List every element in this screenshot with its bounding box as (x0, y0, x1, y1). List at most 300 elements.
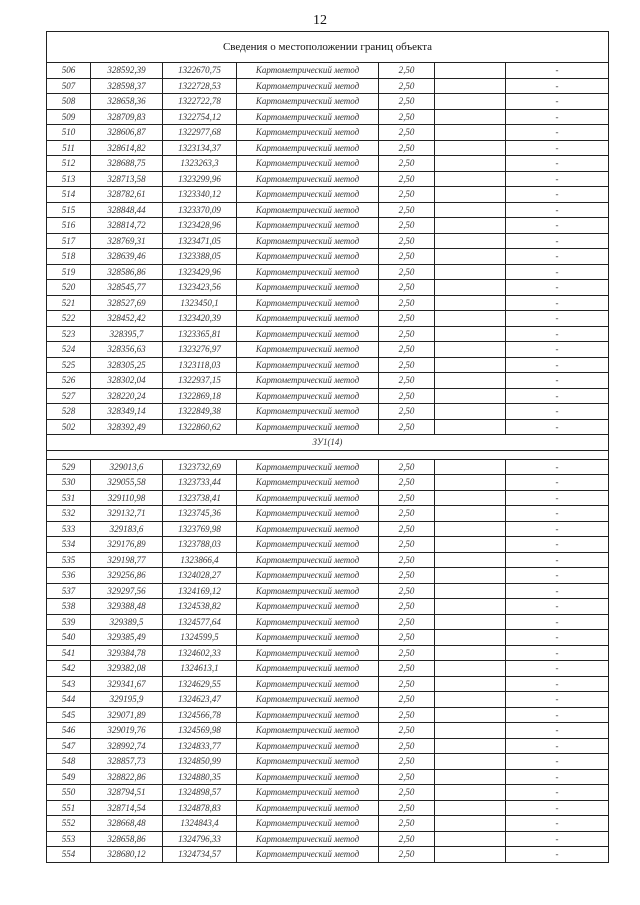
coord-y-cell: 1324613,1 (163, 661, 237, 677)
coord-x-cell: 328857,73 (91, 754, 163, 770)
table-body (47, 32, 609, 863)
note-cell: - (506, 599, 609, 615)
table-row (47, 583, 609, 599)
table-row (47, 218, 609, 234)
extra-cell (435, 537, 506, 553)
coord-x-cell: 328614,82 (91, 140, 163, 156)
extra-cell (435, 311, 506, 327)
extra-cell (435, 754, 506, 770)
coord-x-cell: 328680,12 (91, 847, 163, 863)
note-cell: - (506, 187, 609, 203)
coord-x-cell: 328709,83 (91, 109, 163, 125)
coord-y-cell: 1324538,82 (163, 599, 237, 615)
coord-x-cell: 329110,98 (91, 490, 163, 506)
method-cell: Картометрический метод (237, 78, 379, 94)
table-row (47, 661, 609, 677)
point-number-cell: 516 (47, 218, 91, 234)
table-row (47, 357, 609, 373)
note-cell: - (506, 552, 609, 568)
note-cell: - (506, 109, 609, 125)
extra-cell (435, 125, 506, 141)
note-cell: - (506, 831, 609, 847)
extra-cell (435, 723, 506, 739)
method-cell: Картометрический метод (237, 404, 379, 420)
method-cell: Картометрический метод (237, 754, 379, 770)
table-row (47, 295, 609, 311)
method-cell: Картометрический метод (237, 295, 379, 311)
extra-cell (435, 94, 506, 110)
table-row (47, 202, 609, 218)
note-cell: - (506, 125, 609, 141)
method-cell: Картометрический метод (237, 490, 379, 506)
table-row (47, 419, 609, 435)
method-cell: Картометрический метод (237, 738, 379, 754)
coord-y-cell: 1324833,77 (163, 738, 237, 754)
extra-cell (435, 156, 506, 172)
coord-y-cell: 1323733,44 (163, 475, 237, 491)
point-number-cell: 514 (47, 187, 91, 203)
note-cell: - (506, 326, 609, 342)
point-number-cell: 524 (47, 342, 91, 358)
point-number-cell: 506 (47, 63, 91, 79)
note-cell: - (506, 800, 609, 816)
point-number-cell: 508 (47, 94, 91, 110)
coord-y-cell: 1323429,96 (163, 264, 237, 280)
extra-cell (435, 599, 506, 615)
table-row (47, 831, 609, 847)
point-number-cell: 547 (47, 738, 91, 754)
precision-cell: 2,50 (379, 404, 435, 420)
precision-cell: 2,50 (379, 676, 435, 692)
method-cell: Картометрический метод (237, 202, 379, 218)
coord-x-cell: 328794,51 (91, 785, 163, 801)
extra-cell (435, 614, 506, 630)
coord-y-cell: 1324850,99 (163, 754, 237, 770)
note-cell: - (506, 723, 609, 739)
table-row (47, 459, 609, 475)
note-cell: - (506, 568, 609, 584)
table-row (47, 645, 609, 661)
coord-x-cell: 328658,86 (91, 831, 163, 847)
coord-y-cell: 1324734,57 (163, 847, 237, 863)
note-cell: - (506, 419, 609, 435)
note-cell: - (506, 692, 609, 708)
note-cell: - (506, 156, 609, 172)
coord-y-cell: 1322869,18 (163, 388, 237, 404)
extra-cell (435, 140, 506, 156)
coord-x-cell: 328668,48 (91, 816, 163, 832)
precision-cell: 2,50 (379, 769, 435, 785)
note-cell: - (506, 630, 609, 646)
precision-cell: 2,50 (379, 661, 435, 677)
note-cell: - (506, 785, 609, 801)
extra-cell (435, 280, 506, 296)
point-number-cell: 542 (47, 661, 91, 677)
precision-cell: 2,50 (379, 388, 435, 404)
precision-cell: 2,50 (379, 785, 435, 801)
table-row (47, 311, 609, 327)
extra-cell (435, 785, 506, 801)
precision-cell: 2,50 (379, 645, 435, 661)
method-cell: Картометрический метод (237, 521, 379, 537)
method-cell: Картометрический метод (237, 847, 379, 863)
coord-x-cell: 329183,6 (91, 521, 163, 537)
coord-y-cell: 1322937,15 (163, 373, 237, 389)
coord-x-cell: 328592,39 (91, 63, 163, 79)
method-cell: Картометрический метод (237, 785, 379, 801)
extra-cell (435, 800, 506, 816)
note-cell: - (506, 738, 609, 754)
extra-cell (435, 404, 506, 420)
coord-y-cell: 1323866,4 (163, 552, 237, 568)
precision-cell: 2,50 (379, 202, 435, 218)
coord-y-cell: 1323340,12 (163, 187, 237, 203)
table-row (47, 125, 609, 141)
point-number-cell: 540 (47, 630, 91, 646)
method-cell: Картометрический метод (237, 568, 379, 584)
coord-x-cell: 328452,42 (91, 311, 163, 327)
extra-cell (435, 218, 506, 234)
coord-x-cell: 329198,77 (91, 552, 163, 568)
point-number-cell: 552 (47, 816, 91, 832)
coord-x-cell: 328349,14 (91, 404, 163, 420)
precision-cell: 2,50 (379, 311, 435, 327)
point-number-cell: 543 (47, 676, 91, 692)
section-header-row (47, 435, 609, 451)
point-number-cell: 533 (47, 521, 91, 537)
note-cell: - (506, 645, 609, 661)
coord-y-cell: 1323732,69 (163, 459, 237, 475)
coord-y-cell: 1323450,1 (163, 295, 237, 311)
coord-y-cell: 1324796,33 (163, 831, 237, 847)
coord-y-cell: 1324843,4 (163, 816, 237, 832)
precision-cell: 2,50 (379, 738, 435, 754)
coord-x-cell: 328356,63 (91, 342, 163, 358)
point-number-cell: 502 (47, 419, 91, 435)
precision-cell: 2,50 (379, 630, 435, 646)
method-cell: Картометрический метод (237, 537, 379, 553)
table-row (47, 63, 609, 79)
coord-y-cell: 1322860,62 (163, 419, 237, 435)
extra-cell (435, 187, 506, 203)
method-cell: Картометрический метод (237, 552, 379, 568)
precision-cell: 2,50 (379, 847, 435, 863)
note-cell: - (506, 94, 609, 110)
precision-cell: 2,50 (379, 295, 435, 311)
coord-x-cell: 329297,56 (91, 583, 163, 599)
point-number-cell: 523 (47, 326, 91, 342)
note-cell: - (506, 171, 609, 187)
table-row (47, 521, 609, 537)
coord-y-cell: 1323471,05 (163, 233, 237, 249)
table-row (47, 233, 609, 249)
note-cell: - (506, 342, 609, 358)
note-cell: - (506, 459, 609, 475)
note-cell: - (506, 311, 609, 327)
coord-x-cell: 328598,37 (91, 78, 163, 94)
extra-cell (435, 357, 506, 373)
point-number-cell: 549 (47, 769, 91, 785)
point-number-cell: 553 (47, 831, 91, 847)
method-cell: Картометрический метод (237, 661, 379, 677)
coord-x-cell: 328606,87 (91, 125, 163, 141)
coord-x-cell: 329384,78 (91, 645, 163, 661)
precision-cell: 2,50 (379, 218, 435, 234)
precision-cell: 2,50 (379, 831, 435, 847)
coord-x-cell: 328586,86 (91, 264, 163, 280)
precision-cell: 2,50 (379, 78, 435, 94)
point-number-cell: 545 (47, 707, 91, 723)
point-number-cell: 551 (47, 800, 91, 816)
table-row (47, 187, 609, 203)
table-row (47, 109, 609, 125)
table-row (47, 537, 609, 553)
point-number-cell: 550 (47, 785, 91, 801)
precision-cell: 2,50 (379, 342, 435, 358)
coord-x-cell: 329388,48 (91, 599, 163, 615)
method-cell: Картометрический метод (237, 280, 379, 296)
method-cell: Картометрический метод (237, 156, 379, 172)
note-cell: - (506, 537, 609, 553)
extra-cell (435, 419, 506, 435)
coord-x-cell: 329176,89 (91, 537, 163, 553)
table-row (47, 769, 609, 785)
table-row (47, 342, 609, 358)
method-cell: Картометрический метод (237, 630, 379, 646)
note-cell: - (506, 373, 609, 389)
method-cell: Картометрический метод (237, 816, 379, 832)
method-cell: Картометрический метод (237, 599, 379, 615)
table-row (47, 568, 609, 584)
coord-y-cell: 1322728,53 (163, 78, 237, 94)
note-cell: - (506, 816, 609, 832)
coord-y-cell: 1324629,55 (163, 676, 237, 692)
method-cell: Картометрический метод (237, 140, 379, 156)
precision-cell: 2,50 (379, 326, 435, 342)
extra-cell (435, 769, 506, 785)
coord-y-cell: 1324878,83 (163, 800, 237, 816)
coord-x-cell: 328992,74 (91, 738, 163, 754)
table-row (47, 738, 609, 754)
coord-y-cell: 1322849,38 (163, 404, 237, 420)
extra-cell (435, 707, 506, 723)
table-title: Сведения о местоположении границ объекта (47, 32, 609, 63)
table-row (47, 404, 609, 420)
section-label: ЗУ1(14) (47, 435, 609, 451)
coord-x-cell: 328714,54 (91, 800, 163, 816)
table-row (47, 373, 609, 389)
note-cell: - (506, 676, 609, 692)
point-number-cell: 517 (47, 233, 91, 249)
coord-y-cell: 1324880,35 (163, 769, 237, 785)
point-number-cell: 518 (47, 249, 91, 265)
point-number-cell: 525 (47, 357, 91, 373)
coord-y-cell: 1324602,33 (163, 645, 237, 661)
table-row (47, 800, 609, 816)
coord-x-cell: 328305,25 (91, 357, 163, 373)
extra-cell (435, 78, 506, 94)
extra-cell (435, 342, 506, 358)
point-number-cell: 509 (47, 109, 91, 125)
extra-cell (435, 676, 506, 692)
extra-cell (435, 490, 506, 506)
point-number-cell: 519 (47, 264, 91, 280)
table-row (47, 707, 609, 723)
note-cell: - (506, 583, 609, 599)
precision-cell: 2,50 (379, 156, 435, 172)
coord-y-cell: 1323738,41 (163, 490, 237, 506)
table-row (47, 599, 609, 615)
precision-cell: 2,50 (379, 754, 435, 770)
note-cell: - (506, 233, 609, 249)
coord-y-cell: 1323788,03 (163, 537, 237, 553)
method-cell: Картометрический метод (237, 831, 379, 847)
extra-cell (435, 202, 506, 218)
table-row (47, 78, 609, 94)
coord-x-cell: 328545,77 (91, 280, 163, 296)
precision-cell: 2,50 (379, 521, 435, 537)
precision-cell: 2,50 (379, 280, 435, 296)
method-cell: Картометрический метод (237, 800, 379, 816)
method-cell: Картометрический метод (237, 342, 379, 358)
coord-y-cell: 1323428,96 (163, 218, 237, 234)
coord-x-cell: 329385,49 (91, 630, 163, 646)
precision-cell: 2,50 (379, 599, 435, 615)
table-row (47, 280, 609, 296)
note-cell: - (506, 218, 609, 234)
precision-cell: 2,50 (379, 249, 435, 265)
coord-x-cell: 329341,67 (91, 676, 163, 692)
method-cell: Картометрический метод (237, 388, 379, 404)
precision-cell: 2,50 (379, 109, 435, 125)
note-cell: - (506, 521, 609, 537)
extra-cell (435, 521, 506, 537)
coord-x-cell: 328392,49 (91, 419, 163, 435)
point-number-cell: 546 (47, 723, 91, 739)
coord-y-cell: 1324566,78 (163, 707, 237, 723)
method-cell: Картометрический метод (237, 676, 379, 692)
point-number-cell: 528 (47, 404, 91, 420)
precision-cell: 2,50 (379, 692, 435, 708)
table-row (47, 630, 609, 646)
method-cell: Картометрический метод (237, 373, 379, 389)
table-row (47, 490, 609, 506)
coord-y-cell: 1323370,09 (163, 202, 237, 218)
extra-cell (435, 475, 506, 491)
note-cell: - (506, 475, 609, 491)
table-row (47, 723, 609, 739)
coord-y-cell: 1324577,64 (163, 614, 237, 630)
coord-x-cell: 329389,5 (91, 614, 163, 630)
extra-cell (435, 630, 506, 646)
table-row (47, 552, 609, 568)
method-cell: Картометрический метод (237, 109, 379, 125)
note-cell: - (506, 202, 609, 218)
table-row (47, 506, 609, 522)
coord-x-cell: 328769,31 (91, 233, 163, 249)
coord-y-cell: 1323276,97 (163, 342, 237, 358)
coord-y-cell: 1323423,56 (163, 280, 237, 296)
coord-y-cell: 1323299,96 (163, 171, 237, 187)
method-cell: Картометрический метод (237, 218, 379, 234)
precision-cell: 2,50 (379, 614, 435, 630)
note-cell: - (506, 661, 609, 677)
extra-cell (435, 388, 506, 404)
extra-cell (435, 109, 506, 125)
coord-x-cell: 329195,9 (91, 692, 163, 708)
precision-cell: 2,50 (379, 140, 435, 156)
coord-y-cell: 1323420,39 (163, 311, 237, 327)
coord-x-cell: 328782,61 (91, 187, 163, 203)
point-number-cell: 536 (47, 568, 91, 584)
point-number-cell: 512 (47, 156, 91, 172)
point-number-cell: 535 (47, 552, 91, 568)
point-number-cell: 541 (47, 645, 91, 661)
point-number-cell: 527 (47, 388, 91, 404)
method-cell: Картометрический метод (237, 357, 379, 373)
method-cell: Картометрический метод (237, 125, 379, 141)
blank-row (47, 450, 609, 459)
coord-x-cell: 328527,69 (91, 295, 163, 311)
method-cell: Картометрический метод (237, 645, 379, 661)
extra-cell (435, 583, 506, 599)
note-cell: - (506, 63, 609, 79)
precision-cell: 2,50 (379, 233, 435, 249)
coord-y-cell: 1323769,98 (163, 521, 237, 537)
precision-cell: 2,50 (379, 707, 435, 723)
table-row (47, 171, 609, 187)
coord-y-cell: 1322722,78 (163, 94, 237, 110)
method-cell: Картометрический метод (237, 63, 379, 79)
coord-x-cell: 328395,7 (91, 326, 163, 342)
method-cell: Картометрический метод (237, 264, 379, 280)
extra-cell (435, 645, 506, 661)
method-cell: Картометрический метод (237, 723, 379, 739)
coord-x-cell: 329132,71 (91, 506, 163, 522)
precision-cell: 2,50 (379, 63, 435, 79)
point-number-cell: 544 (47, 692, 91, 708)
note-cell: - (506, 295, 609, 311)
note-cell: - (506, 769, 609, 785)
table-row (47, 388, 609, 404)
method-cell: Картометрический метод (237, 233, 379, 249)
method-cell: Картометрический метод (237, 419, 379, 435)
point-number-cell: 537 (47, 583, 91, 599)
coord-y-cell: 1324599,5 (163, 630, 237, 646)
precision-cell: 2,50 (379, 552, 435, 568)
table-row (47, 94, 609, 110)
table-row (47, 140, 609, 156)
note-cell: - (506, 614, 609, 630)
note-cell: - (506, 264, 609, 280)
extra-cell (435, 738, 506, 754)
note-cell: - (506, 388, 609, 404)
precision-cell: 2,50 (379, 171, 435, 187)
extra-cell (435, 552, 506, 568)
coord-y-cell: 1322754,12 (163, 109, 237, 125)
note-cell: - (506, 707, 609, 723)
precision-cell: 2,50 (379, 723, 435, 739)
method-cell: Картометрический метод (237, 187, 379, 203)
coord-y-cell: 1323118,03 (163, 357, 237, 373)
precision-cell: 2,50 (379, 537, 435, 553)
coord-y-cell: 1324028,27 (163, 568, 237, 584)
table-row (47, 156, 609, 172)
coord-x-cell: 328848,44 (91, 202, 163, 218)
table-row (47, 754, 609, 770)
note-cell: - (506, 78, 609, 94)
extra-cell (435, 816, 506, 832)
